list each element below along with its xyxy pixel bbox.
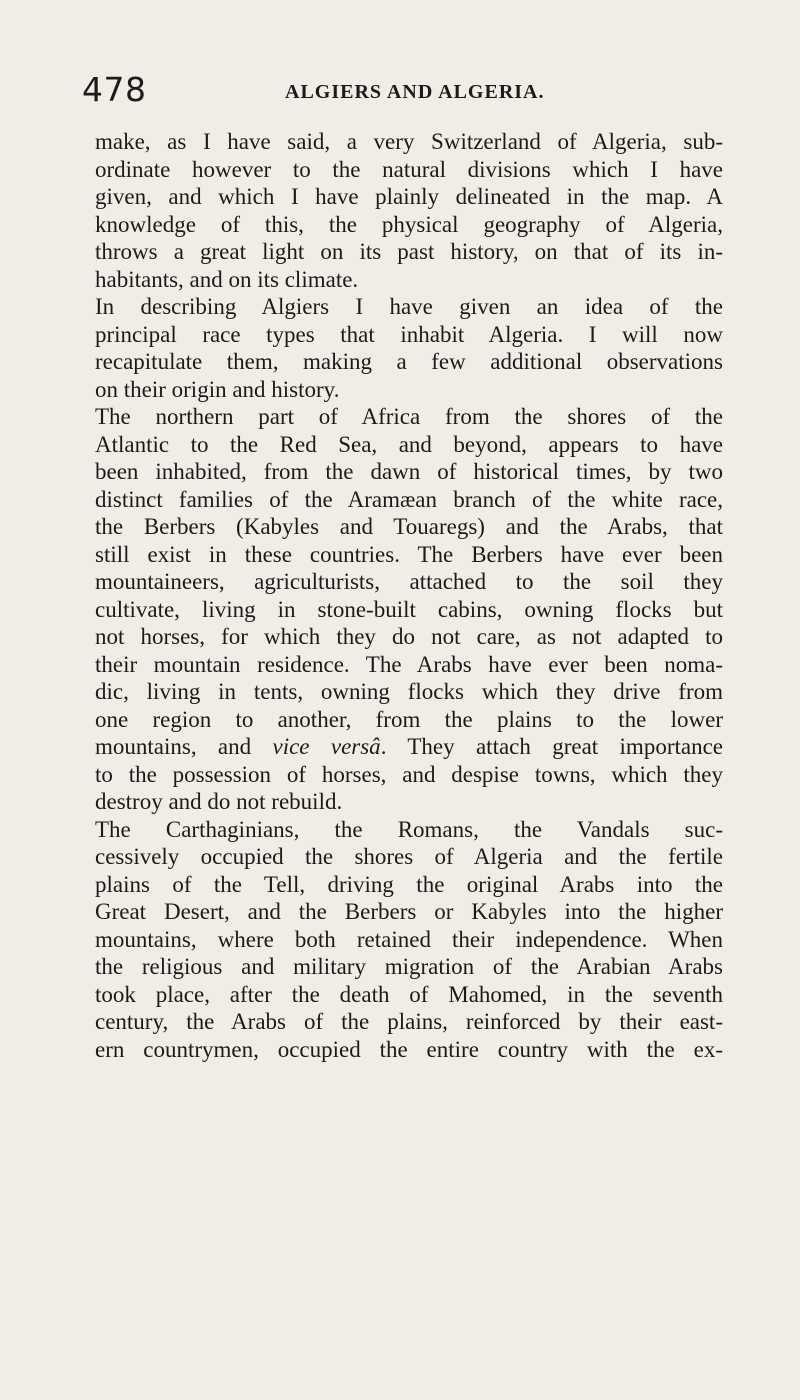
text-line: plains of the Tell, driving the original Arabs into the: [95, 871, 723, 897]
text-line: recapitulate them, making a few additional observations: [95, 349, 723, 374]
paragraph-1: [95, 128, 723, 293]
text-line: principal race types that inhabit Algeria. I will now: [95, 321, 723, 347]
paragraph-4: [95, 816, 723, 1064]
text-line: distinct families of the Aramæan branch of the white race,: [95, 486, 723, 512]
text-line: still exist in these countries. The Berbers have ever been: [95, 541, 723, 567]
text-line: not horses, for which they do not care, as not adapted to: [95, 624, 723, 649]
text-line: to the possession of horses, and despise towns, which they: [95, 761, 723, 787]
text-line: mountains, where both retained their independence. When: [95, 926, 723, 952]
running-title: ALGIERS AND ALGERIA.: [285, 81, 545, 103]
text-line: knowledge of this, the physical geography of Algeria,: [95, 211, 723, 237]
page-number: 478: [82, 70, 147, 109]
text-line: ern countrymen, occupied the entire country with the ex-: [95, 1036, 723, 1062]
text-line: ordinate however to the natural divisions which I have: [95, 156, 723, 182]
text-line: cultivate, living in stone-built cabins, owning flocks but: [95, 596, 723, 622]
text-line: the religious and military migration of the Arabian Arabs: [95, 954, 723, 979]
text-line: mountains, and vice versâ. They attach great importance: [95, 734, 723, 759]
text-line: In describing Algiers I have given an idea of the: [95, 294, 723, 319]
text-line: cessively occupied the shores of Algeria and the fertile: [95, 844, 723, 869]
text-line: Great Desert, and the Berbers or Kabyles into the higher: [95, 899, 723, 924]
text-line: The Carthaginians, the Romans, the Vandals suc-: [95, 816, 723, 842]
text-line: make, as I have said, a very Switzerland of Algeria, sub-: [95, 129, 723, 154]
body-text: [95, 128, 723, 1063]
text-line: their mountain residence. The Arabs have ever been noma-: [95, 651, 723, 677]
italic-phrase: vice versâ: [272, 734, 381, 759]
text-line: century, the Arabs of the plains, reinforced by their east-: [95, 1009, 723, 1034]
page-header: [82, 70, 732, 110]
text-line: destroy and do not rebuild.: [95, 789, 343, 814]
text-line: Atlantic to the Red Sea, and beyond, appears to have: [95, 431, 723, 457]
paragraph-2: [95, 293, 723, 403]
text-line: on their origin and history.: [95, 376, 340, 402]
text-line: been inhabited, from the dawn of historical times, by two: [95, 459, 723, 484]
text-line: took place, after the death of Mahomed, in the seventh: [95, 981, 723, 1007]
text-line: the Berbers (Kabyles and Touaregs) and the Arabs, that: [95, 514, 723, 539]
text-line: one region to another, from the plains to the lower: [95, 706, 723, 732]
text-line: given, and which I have plainly delineated in the map. A: [95, 184, 723, 209]
paragraph-3: [95, 403, 723, 816]
text-line: dic, living in tents, owning flocks which they drive from: [95, 679, 723, 704]
text-line: mountaineers, agriculturists, attached to the soil they: [95, 569, 723, 594]
text-line: throws a great light on its past history, on that of its in-: [95, 239, 723, 264]
text-line: habitants, and on its climate.: [95, 266, 359, 292]
text-line: The northern part of Africa from the shores of the: [95, 404, 723, 429]
